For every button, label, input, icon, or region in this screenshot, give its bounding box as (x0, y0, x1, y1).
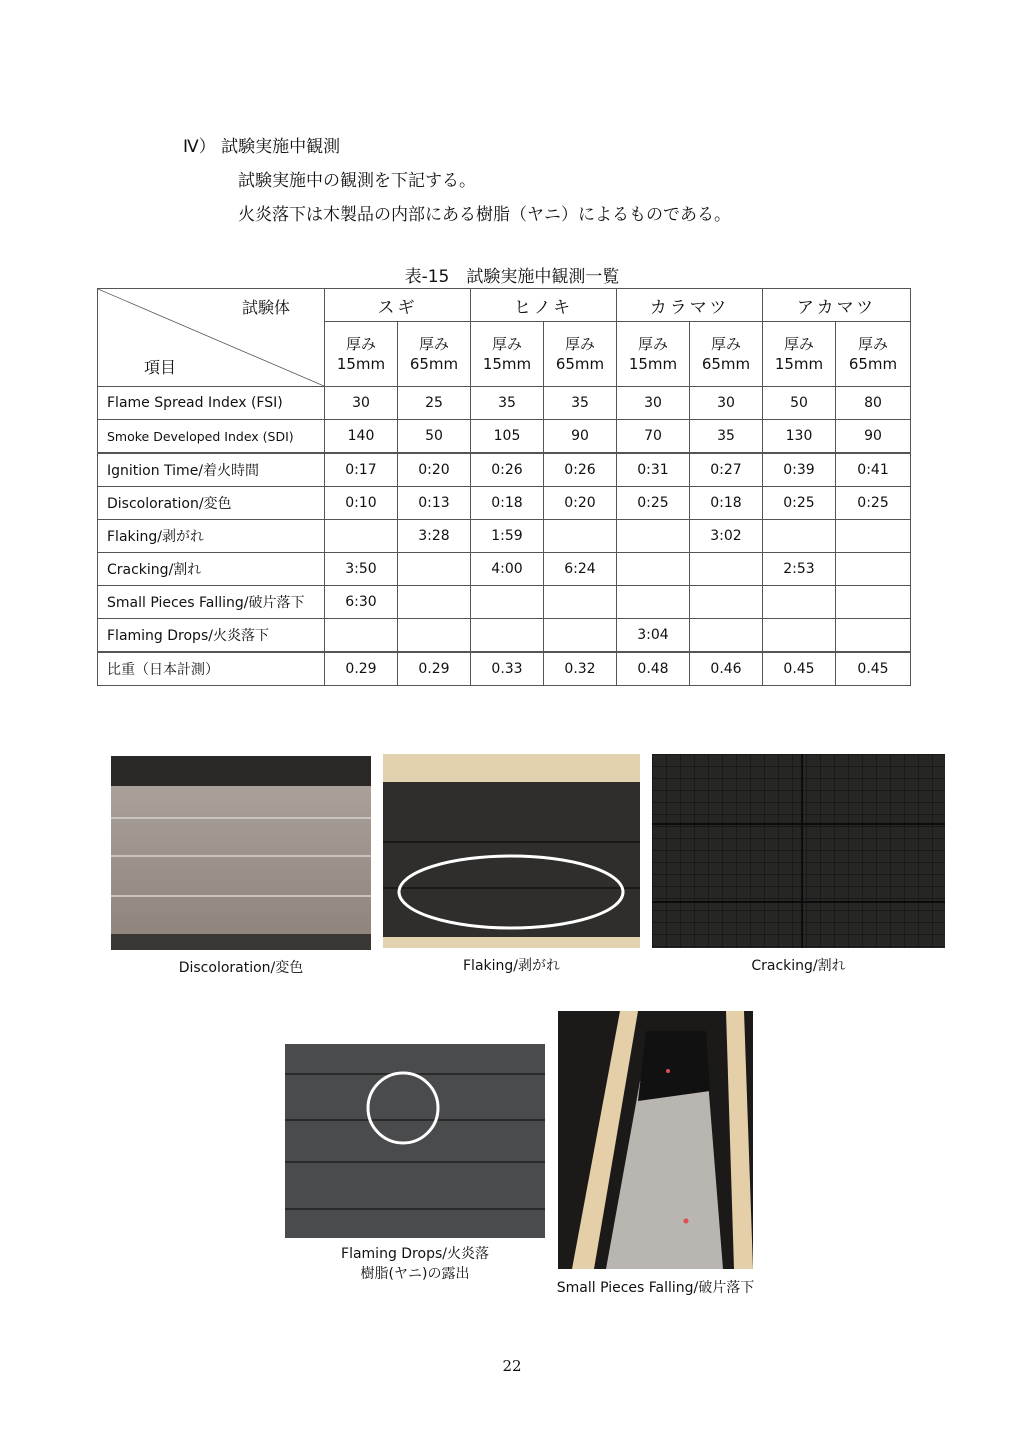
thickness-header: 厚み 15mm (617, 322, 690, 387)
value-cell: 105 (471, 420, 544, 454)
row-label: Ignition Time/着火時間 (98, 453, 325, 487)
thickness-header: 厚み 65mm (398, 322, 471, 387)
value-cell: 0:25 (617, 487, 690, 520)
value-cell: 0.45 (763, 652, 836, 686)
corner-header-cell (98, 289, 325, 387)
value-cell: 0:10 (325, 487, 398, 520)
intro-line-1: 試験実施中の観測を下記する。 (238, 171, 476, 191)
discoloration-caption: Discoloration/変色 (178, 960, 304, 976)
value-cell: 0:26 (471, 453, 544, 487)
value-cell: 0:31 (617, 453, 690, 487)
table-row (98, 520, 911, 553)
value-cell: 140 (325, 420, 398, 454)
flaming-drops-caption (285, 1244, 545, 1284)
value-cell: 90 (544, 420, 617, 454)
value-cell: 30 (325, 387, 398, 420)
value-cell (763, 619, 836, 653)
value-cell: 0:18 (471, 487, 544, 520)
value-cell (617, 586, 690, 619)
section-heading: Ⅳ） 試験実施中観測 (183, 137, 341, 157)
value-cell: 0.48 (617, 652, 690, 686)
flaming-drops-caption-line-2: 樹脂(ヤニ)の露出 (360, 1266, 470, 1282)
value-cell (398, 619, 471, 653)
table-caption: 表-15 試験実施中観測一覧 (404, 267, 620, 287)
table-row (98, 652, 911, 686)
value-cell (544, 520, 617, 553)
thickness-header: 厚み 65mm (544, 322, 617, 387)
page-number: 22 (502, 1357, 522, 1375)
intro-line-2: 火炎落下は木製品の内部にある樹脂（ヤニ）によるものである。 (238, 205, 731, 225)
value-cell: 6:30 (325, 586, 398, 619)
value-cell (836, 553, 911, 586)
table-row (98, 453, 911, 487)
value-cell: 0.33 (471, 652, 544, 686)
value-cell: 50 (763, 387, 836, 420)
value-cell: 0:26 (544, 453, 617, 487)
thickness-header: 厚み 15mm (763, 322, 836, 387)
value-cell: 0.29 (325, 652, 398, 686)
thickness-header: 厚み 65mm (836, 322, 911, 387)
flaking-photo (383, 754, 640, 948)
value-cell: 0:18 (690, 487, 763, 520)
value-cell: 70 (617, 420, 690, 454)
value-cell (763, 586, 836, 619)
table-row (98, 487, 911, 520)
value-cell (544, 586, 617, 619)
value-cell (836, 586, 911, 619)
value-cell: 1:59 (471, 520, 544, 553)
value-cell: 50 (398, 420, 471, 454)
value-cell: 0:41 (836, 453, 911, 487)
row-label: 比重（日本計測） (98, 652, 325, 686)
value-cell: 0:25 (763, 487, 836, 520)
value-cell: 0:17 (325, 453, 398, 487)
value-cell (471, 586, 544, 619)
value-cell (836, 619, 911, 653)
value-cell (398, 586, 471, 619)
value-cell (325, 520, 398, 553)
row-label: Discoloration/変色 (98, 487, 325, 520)
value-cell: 30 (690, 387, 763, 420)
value-cell: 3:28 (398, 520, 471, 553)
thickness-header: 厚み 65mm (690, 322, 763, 387)
thickness-header: 厚み 15mm (471, 322, 544, 387)
value-cell: 6:24 (544, 553, 617, 586)
value-cell: 0:13 (398, 487, 471, 520)
species-header: スギ (325, 289, 471, 322)
corner-diagonal-line (98, 289, 324, 386)
table-row (98, 420, 911, 454)
species-header: アカマツ (763, 289, 911, 322)
value-cell (398, 553, 471, 586)
value-cell: 35 (690, 420, 763, 454)
value-cell: 3:50 (325, 553, 398, 586)
value-cell: 0:20 (544, 487, 617, 520)
cracking-caption: Cracking/割れ (751, 958, 846, 974)
value-cell: 0:25 (836, 487, 911, 520)
value-cell (690, 553, 763, 586)
value-cell: 3:04 (617, 619, 690, 653)
table-row (98, 619, 911, 653)
flaming-drops-caption-line-1: Flaming Drops/火炎落 (341, 1246, 489, 1262)
value-cell: 3:02 (690, 520, 763, 553)
value-cell (617, 520, 690, 553)
value-cell: 0:20 (398, 453, 471, 487)
thickness-header: 厚み 15mm (325, 322, 398, 387)
value-cell (763, 520, 836, 553)
species-header: ヒノキ (471, 289, 617, 322)
table-row (98, 586, 911, 619)
value-cell: 0.46 (690, 652, 763, 686)
observation-table (97, 288, 911, 686)
table-row (98, 553, 911, 586)
value-cell: 30 (617, 387, 690, 420)
value-cell (836, 520, 911, 553)
specimen-header: 試験体 (241, 298, 290, 317)
value-cell: 2:53 (763, 553, 836, 586)
row-label: Small Pieces Falling/破片落下 (98, 586, 325, 619)
value-cell (544, 619, 617, 653)
value-cell (471, 619, 544, 653)
row-label: Smoke Developed Index (SDI) (98, 420, 325, 454)
value-cell: 80 (836, 387, 911, 420)
value-cell: 0:39 (763, 453, 836, 487)
value-cell (690, 619, 763, 653)
flaking-caption: Flaking/剥がれ (463, 958, 560, 974)
item-header: 項目 (144, 358, 177, 377)
row-label: Flaming Drops/火炎落下 (98, 619, 325, 653)
row-label: Cracking/割れ (98, 553, 325, 586)
value-cell: 130 (763, 420, 836, 454)
value-cell: 25 (398, 387, 471, 420)
small-pieces-caption: Small Pieces Falling/破片落下 (556, 1280, 755, 1296)
value-cell (690, 586, 763, 619)
discoloration-photo (111, 756, 371, 950)
value-cell: 0.45 (836, 652, 911, 686)
small-pieces-photo (558, 1011, 753, 1269)
value-cell: 35 (471, 387, 544, 420)
value-cell (617, 553, 690, 586)
value-cell: 0:27 (690, 453, 763, 487)
row-label: Flaking/剥がれ (98, 520, 325, 553)
value-cell: 4:00 (471, 553, 544, 586)
row-label: Flame Spread Index (FSI) (98, 387, 325, 420)
value-cell: 0.29 (398, 652, 471, 686)
flaming-drops-photo (285, 1044, 545, 1238)
value-cell: 35 (544, 387, 617, 420)
value-cell (325, 619, 398, 653)
cracking-photo (652, 754, 945, 948)
table-row (98, 387, 911, 420)
value-cell: 0.32 (544, 652, 617, 686)
species-header: カラマツ (617, 289, 763, 322)
value-cell: 90 (836, 420, 911, 454)
